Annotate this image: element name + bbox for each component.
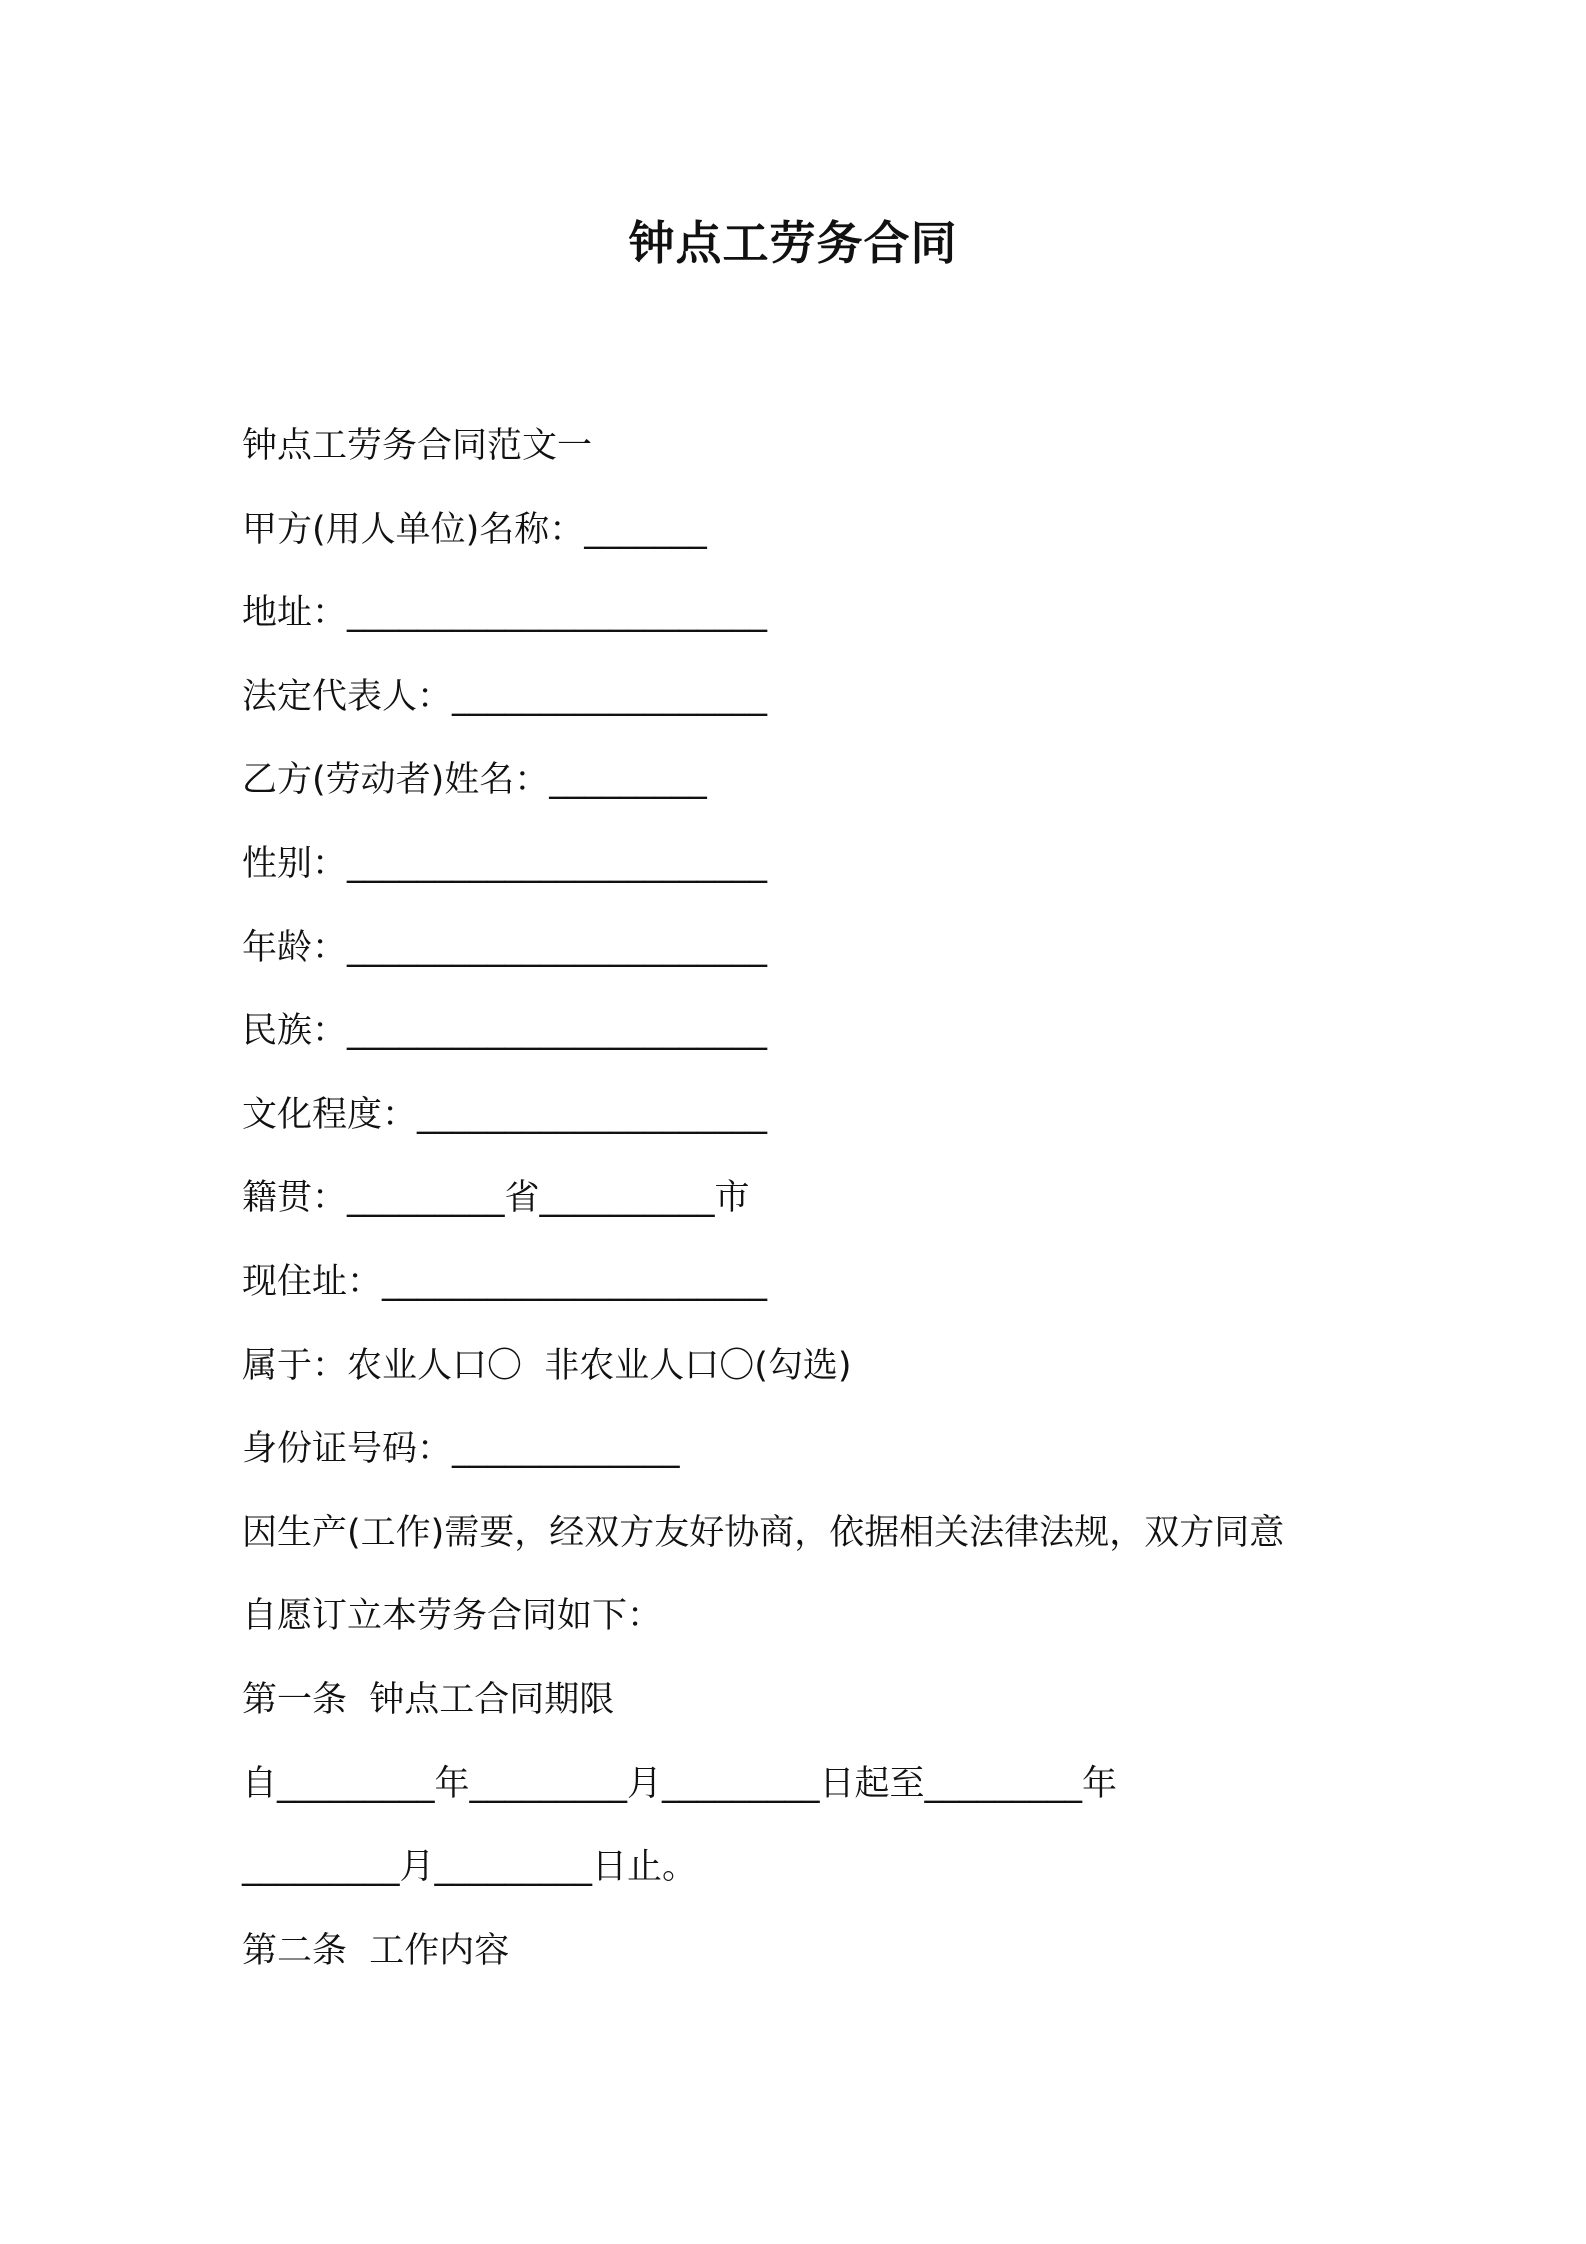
id-number-line: 身份证号码：_____________ [242,1429,680,1470]
party-a-name-line: 甲方(用人单位)名称：_______ [242,509,707,550]
party-b-name-line: 乙方(劳动者)姓名：_________ [242,760,707,801]
preamble-line-1: 因生产(工作)需要，经双方友好协商，依据相关法律法规，双方同意 [242,1512,1285,1553]
household-type-line: 属于：农业人口〇 非农业人口〇(勾选) [242,1345,852,1386]
ethnicity-line: 民族：________________________ [242,1011,768,1052]
document-body [242,405,1442,1993]
term-line-2: _________月_________日止。 [242,1847,698,1888]
gender-line: 性别：________________________ [242,843,768,884]
current-address-line: 现住址：______________________ [242,1261,768,1302]
article-2-heading: 第二条 工作内容 [242,1930,510,1971]
document-title: 钟点工劳务合同 [628,216,958,270]
age-line: 年龄：________________________ [242,927,768,968]
education-line: 文化程度：____________________ [242,1094,768,1135]
term-line-1: 自_________年_________月_________日起至_________年 [242,1763,1118,1804]
legal-representative-line: 法定代表人：__________________ [242,676,768,717]
subtitle-line: 钟点工劳务合同范文一 [242,426,593,466]
address-line: 地址：________________________ [242,593,768,634]
native-place-line: 籍贯：_________省__________市 [242,1178,750,1219]
article-1-heading: 第一条 钟点工合同期限 [242,1679,615,1720]
preamble-line-2: 自愿订立本劳务合同如下： [242,1596,663,1637]
